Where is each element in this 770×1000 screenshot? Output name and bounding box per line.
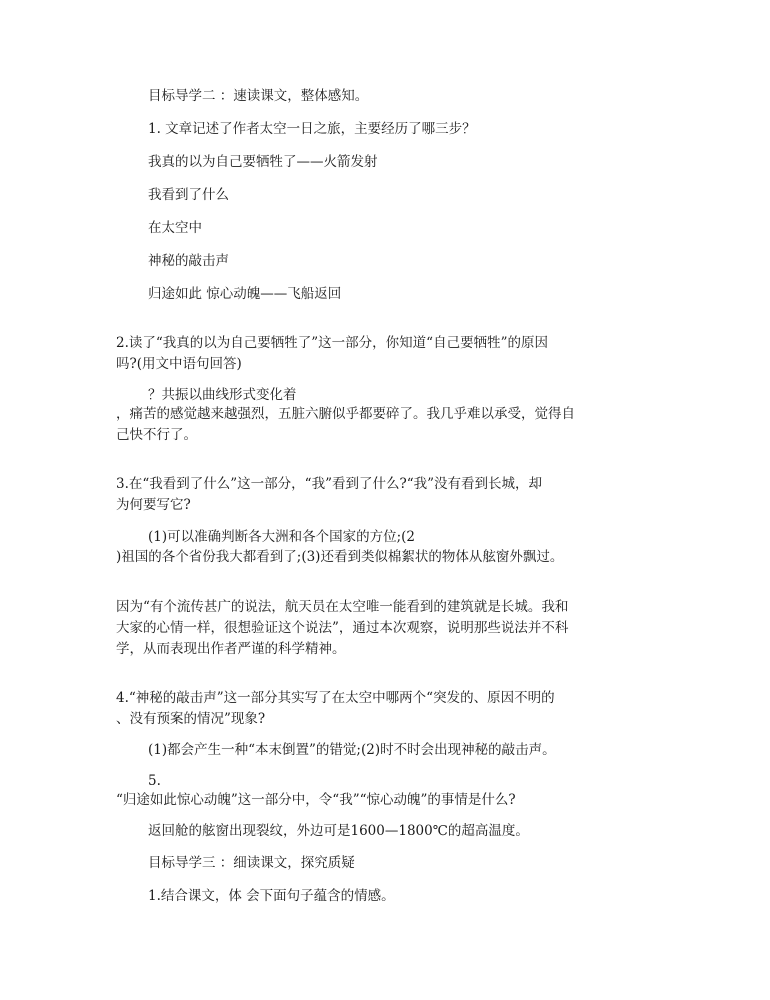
answer-step: 我看到了什么 (148, 187, 229, 203)
answer-2-line-2: ，痛苦的感觉越来越强烈，五脏六腑似乎都要碎了。我几乎难以承受，觉得自 (116, 406, 575, 422)
answer-step: 神秘的敲击声 (148, 253, 229, 269)
answer-3a-line-2: )祖国的各个省份我大都看到了;(3)还看到类似棉絮状的物体从舷窗外飘过。 (116, 549, 564, 565)
question-5: “归途如此惊心动魄”这一部分中，令“我”“惊心动魄”的事情是什么? (116, 792, 516, 808)
question-4-line-1: 4.“神秘的敲击声”这一部分其实写了在太空中哪两个“突发的、原因不明的 (116, 690, 555, 706)
question-4-line-2: 、没有预案的情况”现象? (116, 711, 266, 727)
answer-2-line-3: 己快不行了。 (116, 427, 197, 443)
answer-2-line-1: ？共振以曲线形式变化着 (148, 387, 297, 403)
question-5-number: 5. (148, 773, 161, 789)
section-heading-target-3: 目标导学三 ：细读课文，探究质疑 (148, 855, 355, 871)
answer-step: 我真的以为自己要牺牲了——火箭发射 (148, 154, 378, 170)
answer-step: 在太空中 (148, 220, 202, 236)
question-1: 1. 文章记述了作者太空一日之旅，主要经历了哪三步？ (148, 121, 476, 137)
question-3-line-1: 3.在“我看到了什么”这一部分，“我”看到了什么?“我”没有看到长城，却 (116, 476, 543, 492)
answer-4: (1)都会产生一种“本末倒置”的错觉;(2)时不时会出现神秘的敲击声。 (148, 742, 556, 758)
answer-3b-line-2: 大家的心情一样，很想验证这个说法”，通过本次观察，说明那些说法并不科 (116, 620, 569, 636)
question-2-line-2: 吗?(用文中语句回答) (116, 356, 242, 372)
section-heading-target-2: 目标导学二 ：速读课文，整体感知。 (148, 88, 369, 104)
answer-step: 归途如此 惊心动魄——飞船返回 (148, 286, 342, 302)
question-3-line-2: 为何要写它? (116, 497, 191, 513)
answer-3a-line-1: (1)可以准确判断各大洲和各个国家的方位;(2 (148, 529, 416, 545)
answer-3b-line-1: 因为“有个流传甚广的说法，航天员在太空唯一能看到的建筑就是长城。我和 (116, 599, 569, 615)
answer-3b-line-3: 学，从而表现出作者严谨的科学精神。 (116, 641, 346, 657)
answer-5: 返回舱的舷窗出现裂纹，外边可是1600—1800℃的超高温度。 (148, 823, 529, 839)
question-2-line-1: 2.读了“我真的以为自己要牺牲了”这一部分，你知道“自己要牺牲”的原因 (116, 335, 548, 351)
target-3-question-1: 1.结合课文，体 会下面句子蕴含的情感。 (148, 888, 395, 904)
